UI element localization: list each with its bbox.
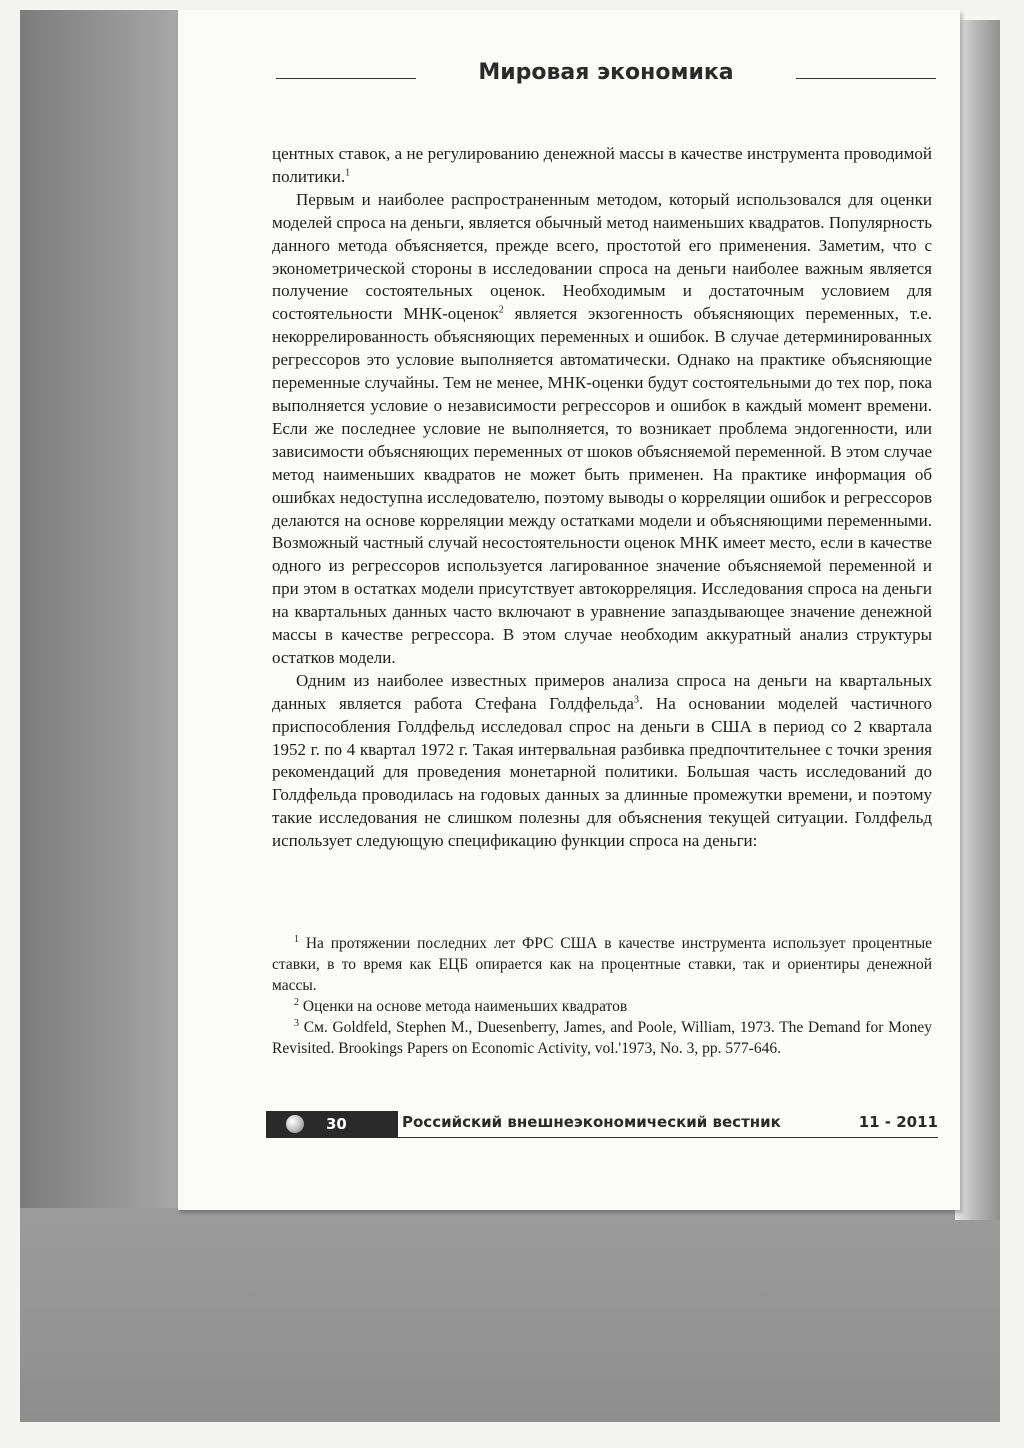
scan-shadow-bottom <box>20 1208 1000 1422</box>
paragraph-text: центных ставок, а не регулированию денежной массы в качестве инструмента проводимой политики. <box>272 144 932 186</box>
footnote-ref: 1 <box>345 167 351 179</box>
article-body <box>272 143 932 853</box>
footnote-ref: 2 <box>498 304 504 316</box>
scan-shadow-right <box>955 20 1000 1220</box>
footnote-mark: 3 <box>294 1017 299 1029</box>
section-title: Мировая экономика <box>478 60 734 85</box>
footnote-mark: 2 <box>294 996 299 1008</box>
paragraph-text: Одним из наиболее известных примеров анализа спроса на деньги на квартальных данных является работа Стефана Голдфельда <box>272 670 932 713</box>
journal-name: Российский внешнеэкономический вестник <box>402 1113 781 1131</box>
footnote-ref: 3 <box>633 694 639 706</box>
page-number: 30 <box>326 1115 347 1133</box>
footnote-text: Оценки на основе метода наименьших квадратов <box>302 998 628 1015</box>
footer-rule <box>398 1137 938 1138</box>
paragraph-3 <box>272 670 932 853</box>
page-number-block <box>266 1111 398 1138</box>
journal-page <box>178 10 960 1210</box>
page-footer <box>266 1108 938 1142</box>
paragraph-text-tail: является экзогенность объясняющих переменных, т.е. некоррелированность объясняющих переменных и ошибок. В случае детерминированных регрессоров это условие выполняется автоматически. Однако на практике объясняющие переменные случайны. Тем не менее, МНК-оценки будут состоятельными до тех пор, пока выполняется условие о независимости регрессоров и ошибок в каждый момент времени. Если же последнее условие не выполняется, то возникает проблема эндогенности, или зависимости объясняющих переменных от шоков объясняемой переменной. В этом случае метод наименьших квадратов не может быть применен. На практике информация об ошибках недоступна исследователю, поэтому выводы о корреляции ошибок и регрессоров делаются на основе корреляции между остатками модели и объясняющими переменными. Возможный частный случай несостоятельности оценок МНК имеет место, если в качестве одного из регрессоров используется лагированное значение объясняемой переменной и при этом в остатках модели присутствует автокорреляция. Исследования спроса на деньги на квартальных данных часто включают в уравнение запаздывающее значение денежной массы в качестве регрессора. В этом случае необходим аккуратный анализ структуры остатков модели. <box>272 304 932 667</box>
issue-number: 11 - 2011 <box>858 1113 938 1131</box>
footnote-3 <box>272 1017 932 1059</box>
paragraph-2 <box>272 189 932 670</box>
footnote-text: На протяжении последних лет ФРС США в качестве инструмента использует процентные ставки, в то время как ЕЦБ опирается как на процентные ставки, так и ориентиры денежной массы. <box>272 935 933 994</box>
footnote-mark: 1 <box>294 933 299 945</box>
footnote-2 <box>272 996 932 1017</box>
footnote-text: См. Goldfeld, Stephen M., Duesenberry, James, and Poole, William, 1973. The Demand for Money Revisited. Brookings Papers on Economic Activity, vol.'1973, No. 3, pp. 577-646. <box>272 1019 932 1057</box>
paragraph-text-tail: . На основании моделей частичного приспособления Голдфельд исследовал спрос на деньги в США в период со 2 квартала 1952 г. по 4 квартал 1972 г. Такая интервальная разбивка предпочтительнее с точки зрения рекомендаций для проведения монетарной политики. Большая часть исследований до Голдфельда проводилась на годовых данных за длинные промежутки времени, и поэтому такие исследования не слишком полезны для объяснения текущей ситуации. Голдфельд использует следующую спецификацию функции спроса на деньги: <box>272 693 932 851</box>
paragraph-1 <box>272 143 932 189</box>
footnote-1 <box>272 933 932 996</box>
running-head <box>276 60 936 90</box>
globe-icon <box>286 1115 304 1133</box>
header-rule-right <box>796 78 936 79</box>
paragraph-text: Первым и наиболее распространенным методом, который использовался для оценки моделей спроса на деньги, является обычный метод наименьших квадратов. Популярность данного метода объясняется, прежде всего, простотой его применения. Заметим, что с эконометрической стороны в исследовании спроса на деньги наиболее важным является получение состоятельных оценок. Необходимым и достаточным условием для состоятельности МНК-оценок <box>272 189 932 324</box>
footnotes <box>272 933 932 1059</box>
